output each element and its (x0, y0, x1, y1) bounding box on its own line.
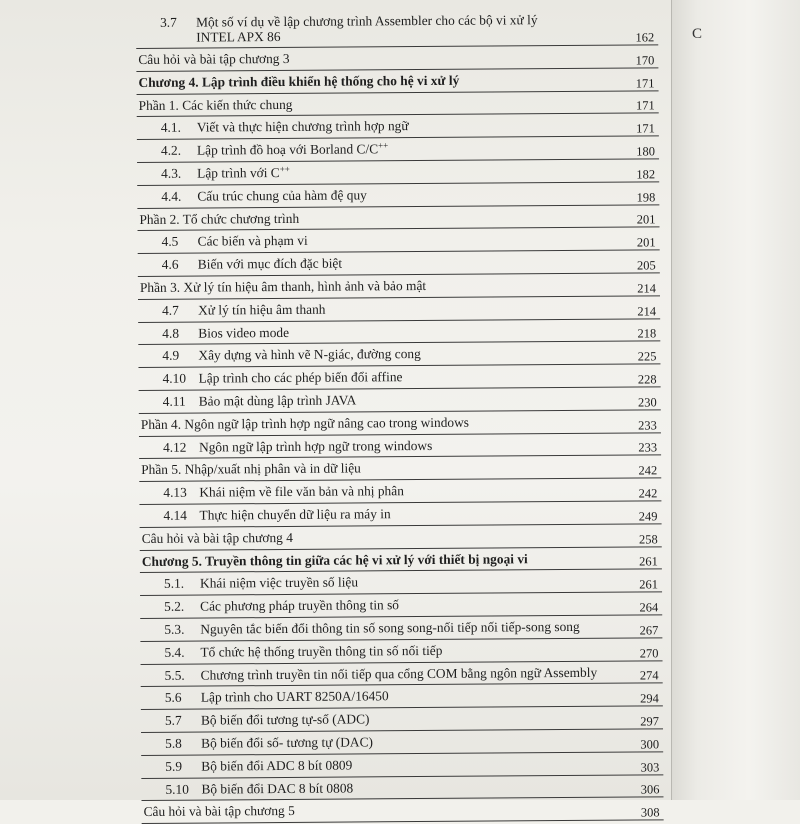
page-number: 214 (637, 281, 656, 296)
table-of-contents (136, 8, 663, 820)
title-text: Ngôn ngữ lập trình hợp ngữ trong windows (198, 437, 433, 455)
section-number: 4.12 (162, 439, 187, 455)
page-number: 242 (638, 486, 658, 501)
page-number: 170 (635, 53, 655, 68)
title-text: Thực hiện chuyển dữ liệu ra máy in (199, 506, 391, 523)
title-text: Lập trình cho các phép biến đổi affine (198, 369, 403, 386)
title-text: Xử lý tín hiệu âm thanh (198, 301, 326, 318)
facing-page-letter: C (692, 26, 703, 42)
section-title (200, 616, 580, 640)
page-number: 242 (638, 463, 658, 478)
title-text: Các biến và phạm vi (197, 233, 308, 249)
section-title (197, 162, 290, 184)
title-text: Bảo mật dùng lập trình JAVA (198, 392, 357, 409)
title-text: Phần 5. Nhập/xuất nhị phân và in dữ liệu (141, 460, 361, 478)
title-text: Lập trình cho UART 8250A/16450 (200, 688, 389, 705)
page-number: 249 (638, 509, 658, 524)
section-title (201, 686, 389, 708)
page-number: 297 (640, 714, 660, 729)
page-number: 182 (636, 167, 656, 182)
section-title (138, 48, 289, 70)
title-continuation: INTEL APX 86 (196, 28, 281, 45)
title-text: Bộ biến đổi DAC 8 bít 0808 (201, 780, 354, 797)
title-text: Chương trình truyền tin nối tiếp qua cổng COM bằng ngôn ngữ Assembly (200, 664, 598, 683)
page-number: 201 (636, 235, 656, 250)
section-number: 4.1. (160, 120, 181, 136)
title-text: Phần 2. Tổ chức chương trình (139, 210, 300, 227)
section-title (201, 731, 373, 753)
part-title (139, 207, 299, 229)
page-number: 267 (639, 623, 659, 638)
section-number: 5.8 (165, 735, 182, 751)
section-number: 5.7 (164, 712, 182, 728)
page-number: 270 (639, 645, 659, 661)
section-title (201, 661, 598, 685)
superscript: ++ (378, 140, 389, 151)
page-number: 258 (638, 531, 658, 547)
section-title (198, 230, 308, 252)
section-title (198, 366, 402, 388)
page-number: 171 (635, 75, 655, 91)
page-number: 198 (636, 189, 656, 205)
section-title (200, 572, 358, 594)
title-text: Phần 4. Ngôn ngữ lập trình hợp ngữ nâng cao trong windows (140, 414, 469, 432)
page-number: 171 (635, 98, 655, 113)
page-number: 308 (640, 805, 660, 820)
title-text: Tổ chức hệ thống truyền thông tin số nối tiếp (200, 642, 443, 660)
title-text: Xây dựng và hình vẽ N-giác, đường cong (198, 346, 421, 363)
part-title (140, 275, 426, 298)
page-number: 214 (637, 303, 657, 319)
title-text: Bộ biến đổi ADC 8 bít 0809 (201, 757, 353, 774)
title-text: Câu hỏi và bài tập chương 4 (141, 529, 293, 546)
title-text: Chương 4. Lập trình điều khiển hệ thống cho hệ vi xử lý (138, 72, 460, 90)
section-number: 4.13 (163, 484, 187, 500)
section-number: 4.11 (162, 393, 186, 409)
chapter-title (142, 548, 528, 572)
section-number: 5.3. (164, 621, 185, 637)
section-number: 4.5 (161, 234, 179, 250)
section-number: 5.1. (163, 576, 185, 592)
section-title (197, 184, 367, 206)
section-title (200, 640, 442, 663)
page-number: 180 (636, 144, 656, 159)
superscript: ++ (279, 163, 290, 174)
section-title (196, 12, 538, 44)
section-title (197, 138, 388, 160)
section-number: 5.9 (165, 758, 183, 774)
title-text: Câu hỏi và bài tập chương 5 (143, 803, 295, 820)
section-title (144, 800, 295, 822)
part-title (141, 458, 361, 481)
section-number: 4.3. (161, 165, 182, 181)
title-text: Phần 1. Các kiến thức chung (138, 96, 293, 113)
section-title (198, 322, 289, 344)
section-number: 4.2. (160, 142, 182, 159)
page-number: 225 (637, 349, 657, 364)
title-text: Bộ biến đổi số- tương tự (DAC) (201, 734, 374, 751)
section-number: 4.8 (162, 325, 180, 341)
page-number: 205 (636, 258, 656, 273)
section-title (198, 298, 326, 320)
title-text: Nguyên tắc biến đổi thông tin số song song-nối tiếp nối tiếp-song song (200, 618, 580, 637)
section-title (198, 343, 421, 366)
section-title (199, 480, 404, 502)
part-title (139, 94, 293, 116)
title-text: Các phương pháp truyền thông tin số (200, 597, 400, 614)
section-title (201, 708, 370, 730)
section-title (200, 594, 399, 616)
page-number: 303 (640, 759, 660, 774)
section-number: 4.10 (162, 370, 187, 386)
facing-page-edge (671, 0, 800, 800)
page-number: 218 (637, 326, 657, 341)
section-title (199, 503, 390, 525)
title-text: Lập trình đồ hoạ với Borland C/C (196, 141, 379, 158)
section-title (199, 389, 357, 411)
page-number: 261 (639, 577, 659, 592)
title-text: Bộ biến đổi tương tự-số (ADC) (200, 711, 370, 728)
title-text: Lập trình với C (197, 164, 280, 181)
page-number: 228 (637, 372, 657, 387)
section-number: 5.2. (164, 598, 185, 614)
section-number: 4.7 (162, 302, 179, 318)
part-title (141, 411, 469, 434)
section-number: 4.9 (162, 348, 180, 364)
title-text: Biến với mục đích đặc biệt (197, 255, 343, 272)
section-number: 5.6 (164, 690, 182, 706)
title-text: Chương 5. Truyền thông tin giữa các hệ vi xử lý với thiết bị ngoại vi (141, 550, 528, 569)
page-number: 230 (637, 395, 657, 410)
section-number: 5.10 (165, 781, 189, 797)
section-number: 5.5. (164, 667, 185, 683)
section-title (198, 253, 342, 275)
page-number: 274 (639, 668, 659, 683)
page-number: 171 (636, 121, 655, 136)
page-number: 162 (635, 30, 655, 45)
title-text: Một số ví dụ về lập chương trình Assembler cho các bộ vi xử lý (196, 12, 538, 30)
title-text: Viết và thực hiện chương trình hợp ngữ (196, 118, 409, 135)
section-number: 3.7 (160, 14, 177, 30)
title-text: Phần 3. Xử lý tín hiệu âm thanh, hình ảnh và bảo mật (139, 277, 427, 295)
toc-row (136, 8, 658, 49)
section-title (201, 754, 352, 776)
page-number: 261 (639, 554, 658, 569)
section-number: 4.6 (161, 256, 179, 272)
section-number: 5.4. (164, 644, 185, 660)
title-text: Khái niệm về file văn bản và nhị phân (199, 483, 404, 500)
title-text: Bios video mode (198, 324, 290, 341)
toc-row (142, 798, 664, 824)
page-number: 306 (640, 782, 660, 797)
page-number: 233 (638, 440, 658, 455)
section-title (142, 527, 293, 549)
section-title (199, 434, 432, 457)
page-number: 233 (638, 417, 657, 433)
chapter-title (138, 70, 459, 93)
section-number: 4.4. (161, 188, 182, 204)
section-title (197, 115, 409, 137)
section-title (201, 777, 353, 799)
title-text: Khái niệm việc truyền số liệu (199, 574, 359, 591)
page-number: 294 (640, 691, 659, 706)
page-number: 264 (639, 600, 659, 615)
title-text: Cấu trúc chung của hàm đệ quy (197, 187, 367, 204)
title-text: Câu hỏi và bài tập chương 3 (138, 50, 290, 67)
page-number: 201 (636, 212, 656, 227)
section-number: 4.14 (163, 507, 188, 523)
page-number: 300 (640, 737, 660, 752)
